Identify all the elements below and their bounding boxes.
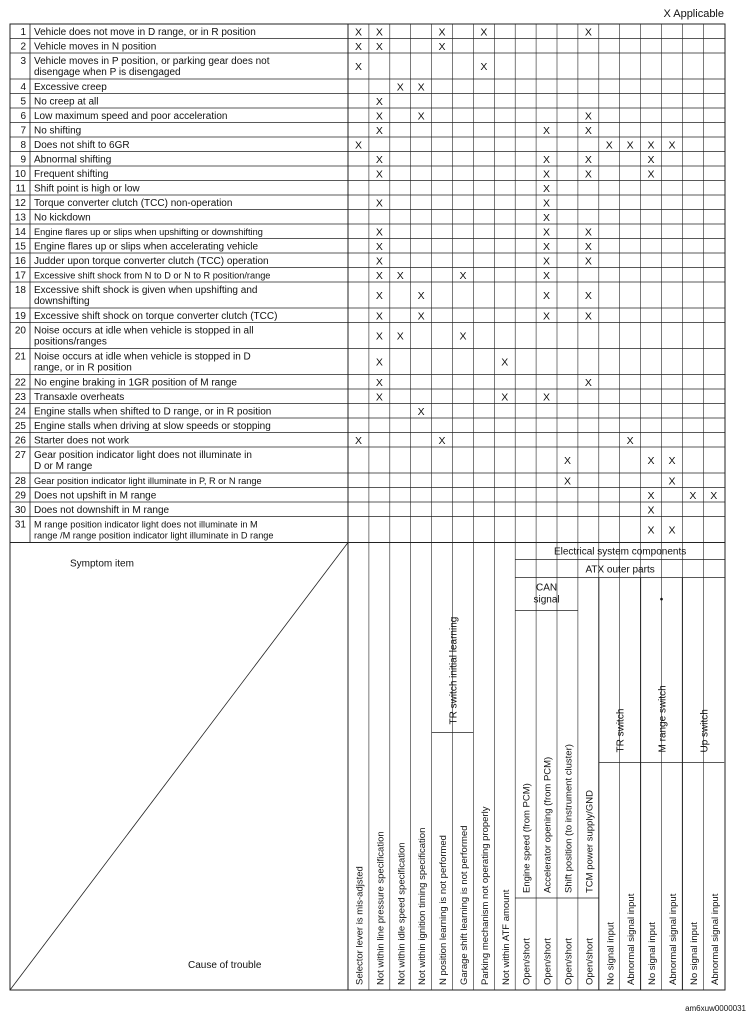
open-short-label: Open/short xyxy=(563,938,575,985)
applicable-mark: X xyxy=(375,376,383,389)
applicable-mark: X xyxy=(375,110,383,123)
applicable-mark: X xyxy=(417,405,425,418)
row-number: 17 xyxy=(14,270,26,282)
applicable-mark: X xyxy=(354,139,362,152)
applicable-mark: X xyxy=(584,226,592,239)
symptom-text: Engine stalls when shifted to D range, or in R position xyxy=(34,406,272,418)
applicable-mark: X xyxy=(396,81,404,94)
applicable-mark: X xyxy=(543,153,551,166)
applicable-mark: X xyxy=(584,376,592,389)
row-number: 23 xyxy=(14,392,26,403)
applicable-mark: X xyxy=(584,26,592,39)
applicable-mark: X xyxy=(501,391,509,404)
applicable-mark: X xyxy=(543,310,551,323)
applicable-mark: X xyxy=(668,524,676,537)
applicable-mark: X xyxy=(647,504,655,517)
row-number: 8 xyxy=(20,140,26,151)
row-number: 7 xyxy=(20,125,26,137)
row-number: 18 xyxy=(14,285,26,296)
symptom-text: Excessive shift shock on torque converter clutch (TCC) xyxy=(34,311,278,322)
legend: X Applicable xyxy=(663,8,724,20)
symptom-text: Noise occurs at idle when vehicle is stopped in D xyxy=(34,351,251,363)
applicable-mark: X xyxy=(584,168,592,181)
applicable-mark: X xyxy=(438,40,446,53)
applicable-mark: X xyxy=(647,153,655,166)
applicable-mark: X xyxy=(668,475,676,488)
applicable-mark: X xyxy=(584,255,592,268)
column-label: Abnormal signal input xyxy=(626,893,638,985)
symptom-text: Gear position indicator light illuminate in P, R or N range xyxy=(34,476,262,486)
column-label: No signal input xyxy=(605,922,617,985)
open-short-label: Open/short xyxy=(521,938,533,985)
symptom-text: Engine flares up or slips when accelerating vehicle xyxy=(34,241,259,253)
row-number: 20 xyxy=(14,325,26,337)
applicable-mark: X xyxy=(543,290,551,302)
dot-mark: • xyxy=(659,594,664,606)
column-label: Not within idle speed specification xyxy=(396,842,408,985)
symptom-text: Does not downshift in M range xyxy=(34,505,170,516)
applicable-mark: X xyxy=(354,61,362,73)
tr-switch-initial-learning-label: TR switch initial learning xyxy=(448,616,460,725)
column-label: Abnormal signal input xyxy=(667,893,679,985)
column-label: N position learning is not performed xyxy=(438,835,450,985)
header-diagonal xyxy=(10,543,348,991)
row-number: 24 xyxy=(14,406,26,418)
cause-of-trouble-label: Cause of trouble xyxy=(188,960,262,971)
column-label: Selector lever is mis-adjsted xyxy=(354,866,366,985)
applicable-mark: X xyxy=(584,310,592,323)
symptom-text: Torque converter clutch (TCC) non-operation xyxy=(34,198,233,209)
symptom-text: Engine flares up or slips when upshifting or downshifting xyxy=(34,227,263,237)
row-number: 6 xyxy=(20,111,26,122)
applicable-mark: X xyxy=(375,153,383,166)
row-number: 31 xyxy=(14,519,26,531)
row-number: 13 xyxy=(14,212,26,224)
column-label: No signal input xyxy=(688,922,700,985)
column-label: Parking mechanism not operating properly xyxy=(479,806,491,985)
symptom-text: Shift point is high or low xyxy=(34,183,140,195)
applicable-mark: X xyxy=(689,489,697,502)
applicable-mark: X xyxy=(417,110,425,123)
applicable-mark: X xyxy=(584,240,592,253)
applicable-mark: X xyxy=(605,139,613,152)
row-number: 21 xyxy=(14,351,26,363)
applicable-mark: X xyxy=(375,40,383,53)
tr-switch-label: TR switch xyxy=(615,708,627,753)
applicable-mark: X xyxy=(563,455,571,467)
symptom-text: Judder upon torque converter clutch (TCC) operation xyxy=(34,256,269,267)
applicable-mark: X xyxy=(375,26,383,39)
applicable-mark: X xyxy=(354,26,362,39)
symptom-text: Frequent shifting xyxy=(34,169,109,180)
symptom-text: No creep at all xyxy=(34,96,99,108)
applicable-mark: X xyxy=(375,240,383,253)
symptom-text: Vehicle moves in N position xyxy=(34,41,157,53)
applicable-mark: X xyxy=(647,489,655,502)
symptom-text: Transaxle overheats xyxy=(34,392,125,403)
applicable-mark: X xyxy=(543,255,551,268)
applicable-mark: X xyxy=(375,330,383,343)
applicable-mark: X xyxy=(375,356,383,369)
applicable-mark: X xyxy=(375,197,383,210)
up-switch-label: Up switch xyxy=(699,709,711,753)
applicable-mark: X xyxy=(375,124,383,137)
symptom-text: Excessive shift shock from N to D or N to R position/range xyxy=(34,270,271,281)
column-label: No signal input xyxy=(647,922,659,985)
symptom-text: positions/ranges xyxy=(34,336,107,348)
applicable-mark: X xyxy=(584,153,592,166)
column-label: Garage shift learning is not performed xyxy=(458,825,470,985)
row-number: 9 xyxy=(20,154,26,166)
applicable-mark: X xyxy=(375,290,383,302)
applicable-mark: X xyxy=(626,139,634,152)
symptom-text: disengage when P is disengaged xyxy=(34,67,181,78)
applicable-mark: X xyxy=(543,124,551,137)
symptom-text: No engine braking in 1GR position of M range xyxy=(34,377,237,389)
applicable-mark: X xyxy=(668,139,676,152)
symptom-text: Abnormal shifting xyxy=(34,154,112,166)
applicable-mark: X xyxy=(417,81,425,94)
column-label: Not within line pressure specification xyxy=(375,831,387,985)
applicable-mark: X xyxy=(543,226,551,239)
symptom-text: No kickdown xyxy=(34,212,91,224)
column-label: Not within ignition timing specification xyxy=(417,827,429,985)
column-label: Not within ATF amount xyxy=(500,889,512,985)
applicable-mark: X xyxy=(459,330,467,343)
symptom-text: Noise occurs at idle when vehicle is stopped in all xyxy=(34,325,254,337)
applicable-mark: X xyxy=(647,524,655,537)
applicable-mark: X xyxy=(354,434,362,447)
row-number: 29 xyxy=(14,490,26,502)
row-number: 14 xyxy=(14,227,26,238)
applicable-mark: X xyxy=(375,95,383,108)
m-range-switch-label: M range switch xyxy=(657,685,669,753)
row-number: 1 xyxy=(20,27,26,38)
applicable-mark: X xyxy=(438,26,446,39)
row-number: 2 xyxy=(20,41,26,53)
row-number: 27 xyxy=(14,450,26,461)
applicable-mark: X xyxy=(459,269,467,282)
electrical-system-components-label: Electrical system components xyxy=(553,546,687,558)
applicable-mark: X xyxy=(710,489,718,502)
applicable-mark: X xyxy=(501,356,509,369)
row-number: 3 xyxy=(20,56,26,67)
applicable-mark: X xyxy=(584,124,592,137)
symptom-text: Vehicle moves in P position, or parking gear does not xyxy=(34,56,270,67)
atx-outer-parts-label: ATX outer parts xyxy=(585,564,655,576)
applicable-mark: X xyxy=(543,211,551,224)
symptom-text: D or M range xyxy=(34,461,93,472)
applicable-mark: X xyxy=(375,168,383,181)
applicable-mark: X xyxy=(354,40,362,53)
signal-label: signal xyxy=(533,594,560,606)
symptom-text: Engine stalls when driving at slow speeds or stopping xyxy=(34,421,271,432)
applicable-mark: X xyxy=(584,290,592,302)
row-number: 11 xyxy=(15,183,26,195)
applicable-mark: X xyxy=(375,269,383,282)
symptom-text: Vehicle does not move in D range, or in R position xyxy=(34,27,256,38)
row-number: 26 xyxy=(14,435,26,447)
applicable-mark: X xyxy=(543,182,551,195)
applicable-mark: X xyxy=(543,197,551,210)
open-short-label: Open/short xyxy=(584,938,596,985)
row-number: 19 xyxy=(14,311,26,322)
applicable-mark: X xyxy=(438,434,446,447)
applicable-mark: X xyxy=(626,434,634,447)
row-number: 10 xyxy=(14,169,26,180)
applicable-mark: X xyxy=(543,391,551,404)
row-number: 25 xyxy=(14,421,26,432)
document-code: am6xuw0000031 xyxy=(685,1004,746,1013)
row-number: 12 xyxy=(14,198,26,209)
row-number: 28 xyxy=(14,476,26,487)
symptom-text: Does not upshift in M range xyxy=(34,490,157,502)
applicable-mark: X xyxy=(375,226,383,239)
symptom-text: range, or in R position xyxy=(34,362,132,374)
symptom-text: Starter does not work xyxy=(34,435,130,447)
symptom-item-label: Symptom item xyxy=(70,558,134,570)
applicable-mark: X xyxy=(543,269,551,282)
symptom-text: Low maximum speed and poor acceleration xyxy=(34,111,228,122)
applicable-mark: X xyxy=(480,61,488,73)
applicable-mark: X xyxy=(584,110,592,123)
row-number: 4 xyxy=(20,82,26,93)
column-label: Abnormal signal input xyxy=(709,893,721,985)
symptom-text: downshifting xyxy=(34,296,90,307)
row-number: 15 xyxy=(14,241,26,253)
symptom-text: Excessive shift shock is given when upshifting and xyxy=(34,285,258,296)
applicable-mark: X xyxy=(543,240,551,253)
applicable-mark: X xyxy=(396,330,404,343)
symptom-text: No shifting xyxy=(34,125,82,137)
open-short-label: Open/short xyxy=(542,938,554,985)
column-label: Shift position (to instrument cluster) xyxy=(563,744,575,893)
applicable-mark: X xyxy=(543,168,551,181)
row-number: 30 xyxy=(14,505,26,516)
applicable-mark: X xyxy=(417,290,425,302)
applicable-mark: X xyxy=(396,269,404,282)
row-number: 22 xyxy=(14,377,26,389)
column-label: Accelerator opening (from PCM) xyxy=(542,756,554,893)
applicable-mark: X xyxy=(563,475,571,488)
symptom-text: M range position indicator light does not illuminate in M xyxy=(34,519,258,530)
can-label: CAN xyxy=(535,582,558,594)
applicable-mark: X xyxy=(375,310,383,323)
applicable-mark: X xyxy=(647,455,655,467)
row-number: 5 xyxy=(20,96,26,108)
symptom-text: range /M range position indicator light illuminate in D range xyxy=(34,530,274,541)
applicable-mark: X xyxy=(417,310,425,323)
column-label: Engine speed (from PCM) xyxy=(521,783,533,893)
applicable-mark: X xyxy=(375,255,383,268)
row-number: 16 xyxy=(14,256,26,267)
applicable-mark: X xyxy=(668,455,676,467)
column-label: TCM power supply/GND xyxy=(584,790,596,893)
applicable-mark: X xyxy=(375,391,383,404)
applicable-mark: X xyxy=(647,168,655,181)
applicable-mark: X xyxy=(647,139,655,152)
symptom-text: Gear position indicator light does not illuminate in xyxy=(34,450,252,461)
applicable-mark: X xyxy=(480,26,488,39)
symptom-text: Does not shift to 6GR xyxy=(34,140,130,151)
symptom-text: Excessive creep xyxy=(34,82,107,93)
